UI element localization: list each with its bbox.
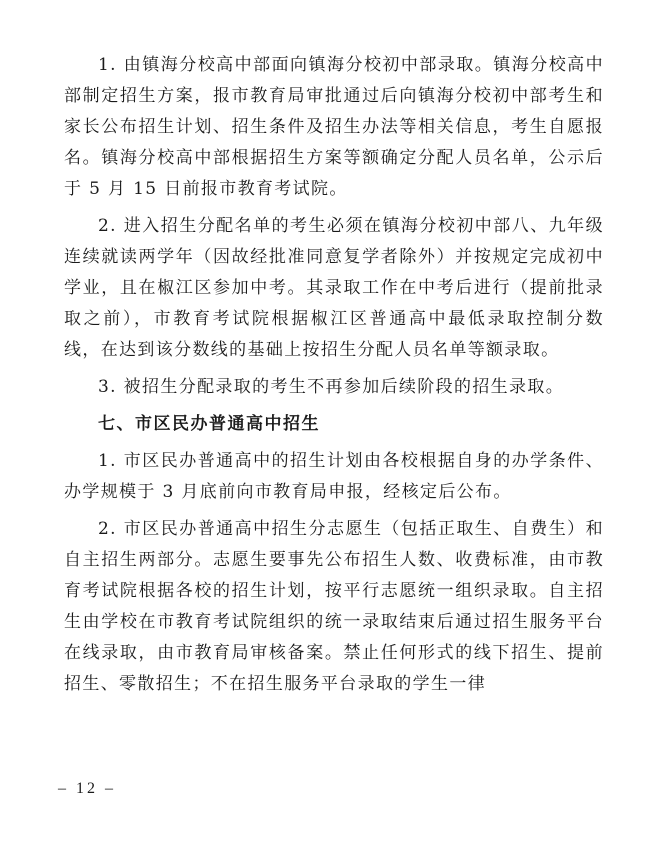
document-body <box>64 50 604 706</box>
paragraph-2: 2. 进入招生分配名单的考生必须在镇海分校初中部八、九年级连续就读两学年（因故经批准同意复学者除外）并按规定完成初中学业，且在椒江区参加中考。其录取工作在中考后进行（提前批录取之前），市教育考试院根据椒江区普通高中最低录取控制分数线，在达到该分数线的基础上按招生分配人员名单等额录取。 <box>64 216 604 360</box>
paragraph-1: 1. 由镇海分校高中部面向镇海分校初中部录取。镇海分校高中部制定招生方案，报市教育局审批通过后向镇海分校初中部考生和家长公布招生计划、招生条件及招生办法等相关信息，考生自愿报名。镇海分校高中部根据招生方案等额确定分配人员名单，公示后于 5 月 15 日前报市教育考试院。 <box>64 55 604 199</box>
section-heading: 七、市区民办普通高中招生 <box>98 414 320 434</box>
paragraph-5: 2. 市区民办普通高中招生分志愿生（包括正取生、自费生）和自主招生两部分。志愿生要事先公布招生人数、收费标准，由市教育考试院根据各校的招生计划，按平行志愿统一组织录取。自主招生由学校在市教育考试院组织的统一录取结束后通过招生服务平台在线录取，由市教育局审核备案。禁止任何形式的线下招生、提前招生、零散招生；不在招生服务平台录取的学生一律 <box>64 519 604 694</box>
paragraph-3: 3. 被招生分配录取的考生不再参加后续阶段的招生录取。 <box>98 377 565 397</box>
page-number: – 12 – <box>58 780 116 797</box>
paragraph-4: 1. 市区民办普通高中的招生计划由各校根据自身的办学条件、办学规模于 3 月底前向市教育局申报，经核定后公布。 <box>64 451 604 502</box>
